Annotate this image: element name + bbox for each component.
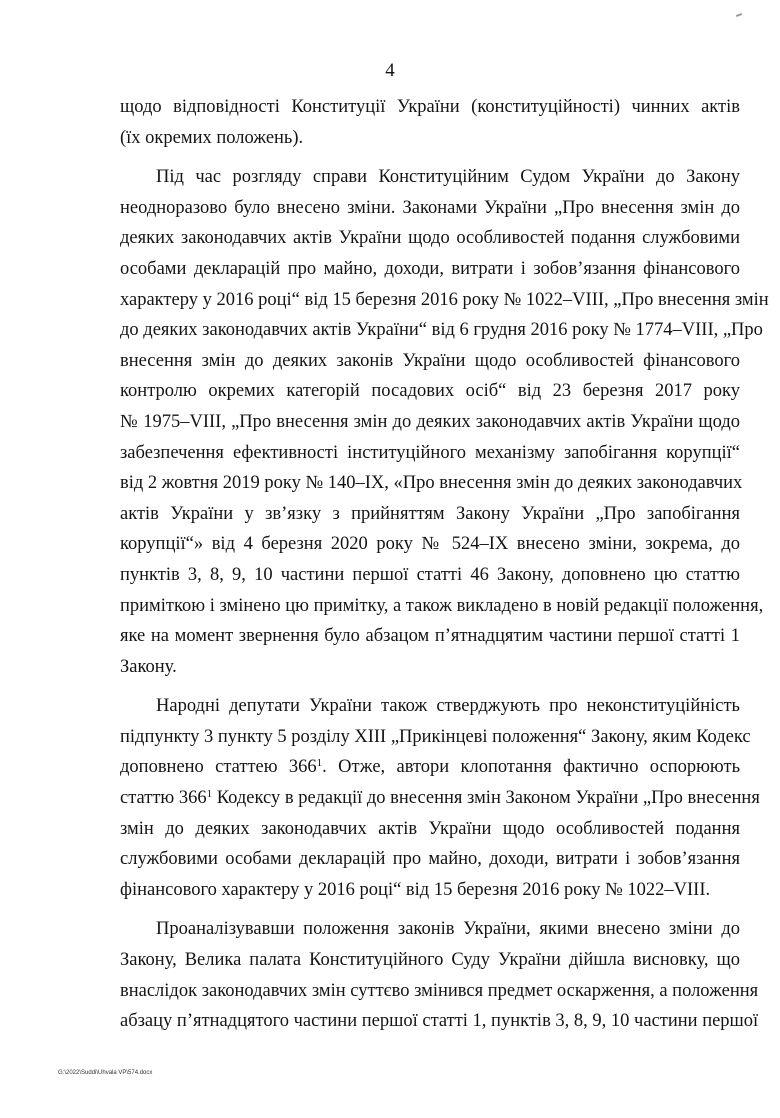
text-line: пунктів 3, 8, 9, 10 частини першої статті 46 Закону, доповнено цю статтю bbox=[120, 564, 740, 585]
text-line: актів України у зв’язку з прийняттям Закону України „Про запобігання bbox=[120, 503, 740, 524]
text-line: Закону, Велика палата Конституційного Суду України дійшла висновку, що bbox=[120, 950, 740, 971]
text-line: абзацу п’ятнадцятого частини першої статті 1, пунктів 3, 8, 9, 10 частини першої bbox=[120, 1011, 759, 1032]
text-line: (їх окремих положень). bbox=[120, 127, 304, 148]
paragraph-4 bbox=[120, 914, 759, 1036]
scan-mark bbox=[736, 13, 742, 17]
text-line: Народні депутати України також стверджують про неконституційність bbox=[156, 696, 740, 717]
document-body bbox=[120, 92, 769, 1037]
text-line bbox=[120, 752, 740, 783]
text-line: приміткою і змінено цю примітку, а також викладено в новій редакції положення, bbox=[120, 595, 764, 616]
text-line: контролю окремих категорій посадових осіб“ від 23 березня 2017 року bbox=[120, 381, 740, 402]
text-line: Під час розгляду справи Конституційним Судом України до Закону bbox=[156, 167, 740, 188]
text-line: корупції“» від 4 березня 2020 року № 524–IX внесено зміни, зокрема, до bbox=[120, 534, 740, 555]
text-line: щодо відповідності Конституції України (конституційності) чинних актів bbox=[120, 97, 740, 117]
text-segment: Кодексу в редакції до внесення змін Законом України „Про внесення bbox=[212, 788, 760, 809]
text-line: Закону. bbox=[120, 656, 177, 677]
paragraph-2 bbox=[120, 162, 769, 682]
superscript: 1 bbox=[206, 788, 213, 801]
text-line: яке на момент звернення було абзацом п’ятнадцятим частини першої статті 1 bbox=[120, 626, 740, 647]
text-line: № 1975–VIII, „Про внесення змін до деяких законодавчих актів України щодо bbox=[120, 411, 740, 432]
text-line bbox=[120, 783, 760, 814]
text-line: до деяких законодавчих актів України“ від 6 грудня 2016 року № 1774–VIII, „Про bbox=[120, 320, 763, 341]
text-line: неодноразово було внесено зміни. Законами України „Про внесення змін до bbox=[120, 197, 740, 218]
text-line: особами декларацій про майно, доходи, витрати і зобов’язання фінансового bbox=[120, 258, 740, 279]
text-line: службовими особами декларацій про майно, доходи, витрати і зобов’язання bbox=[120, 849, 740, 870]
text-line: забезпечення ефективності інституційного механізму запобігання корупції“ bbox=[120, 442, 740, 463]
text-line: внесення змін до деяких законів України щодо особливостей фінансового bbox=[120, 350, 740, 371]
text-line: Проаналізувавши положення законів України, якими внесено зміни до bbox=[156, 919, 740, 940]
text-line: деяких законодавчих актів України щодо особливостей подання службовими bbox=[120, 228, 740, 249]
text-segment: . Отже, автори клопотання фактично оспорюють bbox=[322, 757, 741, 778]
text-line: фінансового характеру у 2016 році“ від 15 березня 2016 року № 1022–VIII. bbox=[120, 879, 711, 900]
text-line: підпункту 3 пункту 5 розділу XIII „Прикінцеві положення“ Закону, яким Кодекс bbox=[120, 726, 751, 747]
text-segment: статтю 366 bbox=[120, 788, 207, 809]
paragraph-3 bbox=[120, 691, 760, 905]
paragraph-1 bbox=[120, 92, 740, 153]
page-number: 4 bbox=[385, 60, 395, 81]
text-segment: доповнено статтею 366 bbox=[120, 757, 317, 778]
footer-file-path: G:\2022\Suddi\Uhvala VP\574.docx bbox=[58, 1070, 153, 1076]
text-line: внаслідок законодавчих змін суттєво змінився предмет оскарження, а положення bbox=[120, 980, 759, 1001]
text-line: змін до деяких законодавчих актів України щодо особливостей подання bbox=[120, 818, 740, 839]
text-line: від 2 жовтня 2019 року № 140–IX, «Про внесення змін до деяких законодавчих bbox=[120, 473, 743, 494]
superscript: 1 bbox=[316, 757, 323, 770]
text-line: характеру у 2016 році“ від 15 березня 2016 року № 1022–VIII, „Про внесення змін bbox=[120, 289, 769, 310]
